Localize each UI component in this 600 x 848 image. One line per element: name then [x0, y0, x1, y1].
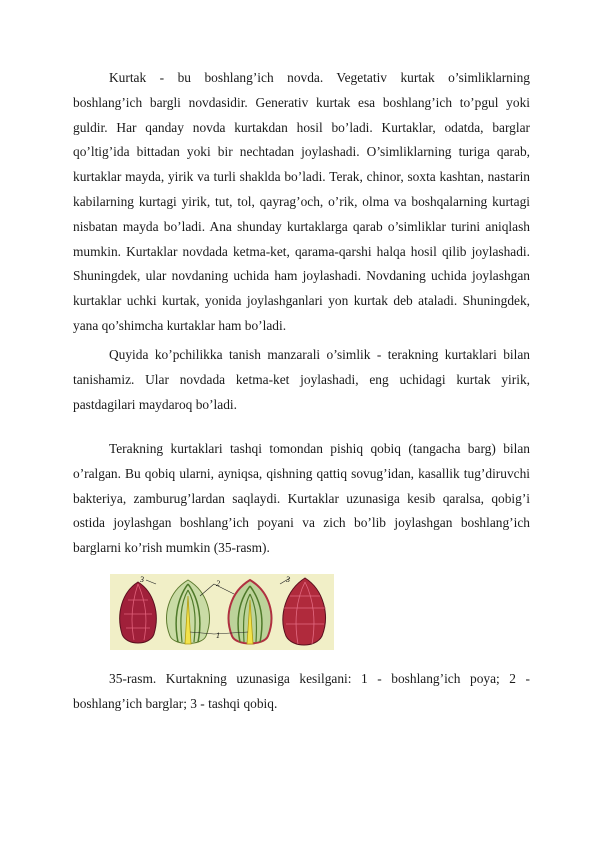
bud-illustration	[110, 574, 334, 650]
figure-caption: 35-rasm. Kurtakning uzunasiga kesilgani: 1 - boshlang’ich poya; 2 - boshlang’ich barglar; 3 - tashqi qobiq.	[73, 671, 530, 711]
bud-section-figure	[110, 574, 334, 650]
figure-label-2: 2	[216, 579, 220, 588]
bud-section-middle	[167, 580, 210, 644]
paragraph-2: Quyida ko’pchilikka tanish manzarali o’simlik - terakning kurtaklari bilan tanishamiz. Ular novdada ketma-ket joylashadi, eng uchidagi kurtak yirik, pastdagilari maydaroq bo’ladi.	[73, 347, 530, 412]
bud-section-right	[229, 580, 272, 644]
paragraph-3: Terakning kurtaklari tashqi tomondan pishiq qobiq (tangacha barg) bilan o’ralgan. Bu qobiq ularni, ayniqsa, qishning qattiq sovug’idan, kasallik tug’diruvchi bakteriya, zamburug’lardan saqlaydi. Kurtaklar uzunasiga kesib qaralsa, qobig’i ostida joylashgan boshlang’ich poyani va zich bo’lib joylashgan boshlang’ich barglarni ko’rish mumkin (35-rasm).	[73, 441, 530, 556]
outer-bud-left	[120, 582, 157, 643]
figure-label-1: 1	[216, 631, 220, 640]
paragraph-1: Kurtak - bu boshlang’ich novda. Vegetativ kurtak o’simliklarning boshlang’ich bargli novdasidir. Generativ kurtak esa boshlang’ich to’pgul yoki guldir. Har qanday novda kurtakdan hosil bo’ladi. Kurtaklar, odatda, barglar qo’ltig’ida bittadan yoki bir nechtadan joylashadi. O’simliklarning turiga qarab, kurtaklar mayda, yirik va turli shaklda bo’ladi. Terak, chinor, soxta kashtan, nastarin kabilarning kurtagi yirik, tut, tol, qayrag’och, o’rik, olma va boshqalarning kurtagi nisbatan mayda bo’ladi. Ana shunday kurtaklarga qarab o’simliklar turini aniqlash mumkin. Kurtaklar novdada ketma-ket, qarama-qarshi halqa hosil qilib joylashadi. Shuningdek, ular novdaning uchida ham joylashadi. Novdaning uchida joylashgan kurtaklar uchki kurtak, yonida joylashganlari yon kurtak deb ataladi. Shuningdek, yana qo’shimcha kurtaklar ham bo’ladi.	[73, 70, 530, 333]
figure-label-3-left: 3	[140, 575, 144, 584]
figure-label-3-right: 3	[286, 575, 290, 584]
outer-bud-right	[283, 578, 326, 645]
